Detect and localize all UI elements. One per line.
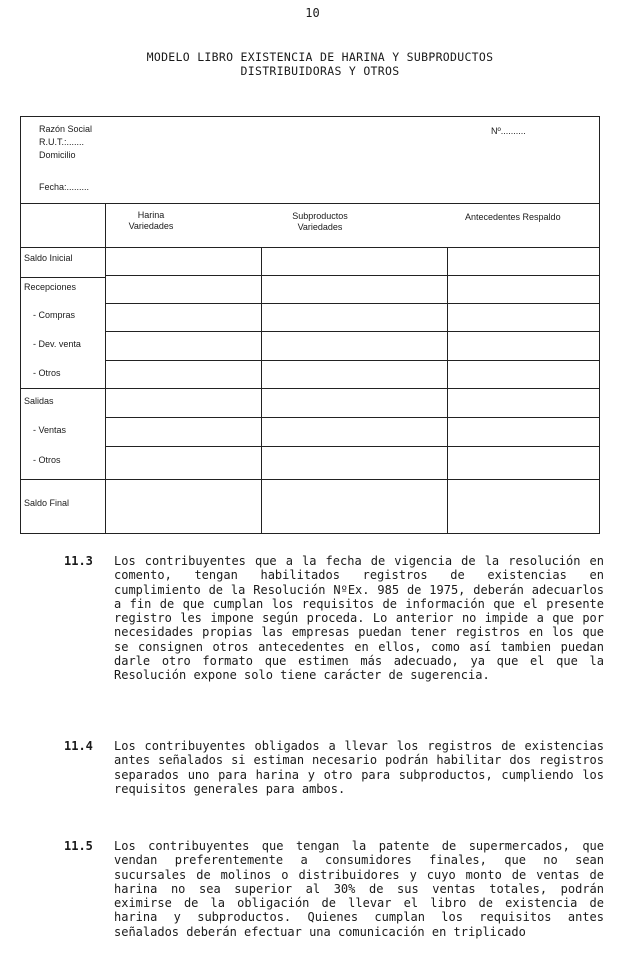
row-saldo-inicial: Saldo Inicial bbox=[24, 253, 73, 263]
fecha-label: Fecha:......... bbox=[39, 182, 90, 192]
column-divider-3 bbox=[447, 247, 448, 533]
column-divider-2 bbox=[261, 247, 262, 533]
row-recepciones: Recepciones bbox=[24, 282, 77, 292]
row-line bbox=[105, 331, 599, 332]
paragraph-text: Los contribuyentes que tengan la patente de supermercados, que vendan preferentemente a consumidores finales, que no sean sucursales de molinos o distribuidores y cuyo monto de ventas de harina no sea superior al 30% de sus ventas totales, podrán eximirse de la obligación de llevar el libro de existencia de harina y subproductos. Quienes cumplan los requisitos antes señalados deberán efectuar una comunicación en triplicado bbox=[114, 839, 604, 939]
row-otros-salidas: - Otros bbox=[33, 455, 61, 465]
harina-label: Harina bbox=[137, 210, 165, 220]
row-salidas: Salidas bbox=[24, 396, 54, 406]
row-line bbox=[105, 417, 599, 418]
document-title bbox=[0, 50, 625, 78]
row-line bbox=[21, 247, 599, 248]
row-otros-recepciones: - Otros bbox=[33, 368, 61, 378]
numero-label: Nº.......... bbox=[491, 126, 526, 136]
row-line bbox=[21, 479, 599, 480]
title-line-1: MODELO LIBRO EXISTENCIA DE HARINA Y SUBPRODUCTOS bbox=[146, 50, 494, 64]
header-separator bbox=[21, 203, 599, 204]
harina-variedades-label: Variedades bbox=[128, 221, 174, 231]
row-line bbox=[21, 277, 105, 278]
paragraph-text: Los contribuyentes que a la fecha de vigencia de la resolución en comento, tengan habilitados registros de existencias en cumplimiento de la Resolución NºEx. 985 de 1975, deberán adecuarlos a fin de que cumplan los requisitos de información que el presente registro les impone según proceda. Lo anterior no impide a que por necesidades propias las empresas puedan tener registros en los que se consignen otros antecedentes en ellos, como así tambien puedan darle otro formato que estimen más adecuado, ya que el que la Resolución expone solo tiene carácter de sugerencia. bbox=[114, 554, 604, 683]
paragraph-text: Los contribuyentes obligados a llevar los registros de existencias antes señalados si estiman necesario podrán habilitar dos registros separados uno para harina y otro para subproductos, cumpliendo los requisitos generales para ambos. bbox=[114, 739, 604, 796]
column-header-harina bbox=[121, 210, 181, 232]
razon-social-label: Razón Social bbox=[39, 124, 93, 134]
column-header-subproductos bbox=[275, 211, 365, 233]
rut-label: R.U.T.:....... bbox=[39, 137, 85, 147]
row-dev-venta: - Dev. venta bbox=[33, 339, 81, 349]
title-line-2: DISTRIBUIDORAS Y OTROS bbox=[240, 64, 400, 78]
page-number: 10 bbox=[305, 6, 320, 20]
section-number: 11.3 bbox=[64, 554, 93, 568]
column-divider-1 bbox=[105, 203, 106, 533]
subproductos-variedades-label: Variedades bbox=[297, 222, 343, 232]
column-header-antecedentes: Antecedentes Respaldo bbox=[465, 212, 561, 222]
section-number: 11.5 bbox=[64, 839, 93, 853]
section-number: 11.4 bbox=[64, 739, 93, 753]
form-header-fields bbox=[39, 123, 92, 162]
domicilio-label: Domicilio bbox=[39, 150, 76, 160]
subproductos-label: Subproductos bbox=[292, 211, 348, 221]
row-line bbox=[105, 275, 599, 276]
row-compras: - Compras bbox=[33, 310, 76, 320]
row-saldo-final: Saldo Final bbox=[24, 498, 70, 508]
row-ventas: - Ventas bbox=[33, 425, 67, 435]
row-line bbox=[105, 303, 599, 304]
row-line bbox=[105, 446, 599, 447]
row-line bbox=[21, 388, 599, 389]
row-line bbox=[105, 360, 599, 361]
ledger-form bbox=[20, 116, 600, 534]
